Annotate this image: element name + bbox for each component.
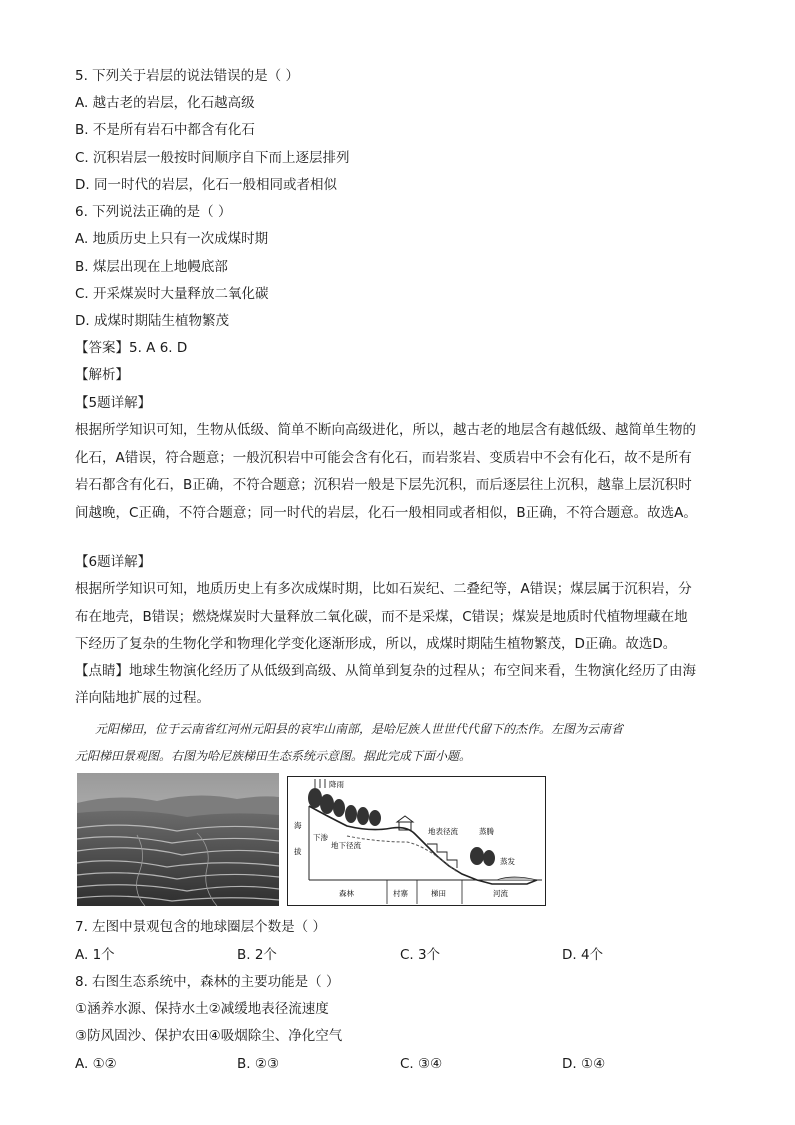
detail5-line: 化石，A错误，符合题意；一般沉积岩中可能会含有化石，而岩浆岩、变质岩中不会有化石，故不是所有	[75, 450, 692, 466]
label-rain: 降雨	[329, 780, 344, 789]
q8-statement-1: ①涵养水源、保持水土②减缓地表径流速度	[75, 1001, 329, 1017]
q8-option-d: D. ①④	[562, 1056, 606, 1072]
q8-option-c: C. ③④	[400, 1056, 443, 1072]
q6-option-b: B. 煤层出现在上地幔底部	[75, 259, 228, 275]
label-altitude-1: 海	[294, 821, 302, 830]
analysis-heading: 【解析】	[75, 367, 129, 383]
q7-option-c: C. 3个	[400, 947, 441, 963]
label-terrace: 梯田	[431, 889, 446, 898]
q7-option-b: B. 2个	[237, 947, 277, 963]
q5-option-d: D. 同一时代的岩层，化石一般相同或者相似	[75, 177, 337, 193]
q8-statement-2: ③防风固沙、保护农田④吸烟除尘、净化空气	[75, 1028, 343, 1044]
q7-option-a: A. 1个	[75, 947, 115, 963]
terrace-landscape-photo	[77, 773, 279, 906]
label-evaporation: 蒸发	[500, 857, 515, 866]
intro-line: 元阳梯田景观图。右图为哈尼族梯田生态系统示意图。据此完成下面小题。	[75, 749, 472, 763]
q7-option-d: D. 4个	[562, 947, 604, 963]
q8-stem: 8. 右图生态系统中，森林的主要功能是（ ）	[75, 974, 340, 990]
detail5-title: 【5题详解】	[75, 395, 152, 411]
answer-line: 【答案】5. A 6. D	[75, 340, 188, 356]
detail5-line: 间越晚，C正确，不符合题意；同一时代的岩层，化石一般相同或者相似，B正确，不符合题意。故选A。	[75, 505, 697, 521]
label-altitude-2: 拔	[294, 847, 302, 856]
q7-stem: 7. 左图中景观包含的地球圈层个数是（ ）	[75, 919, 326, 935]
q6-option-d: D. 成煤时期陆生植物繁茂	[75, 313, 229, 329]
q8-option-a: A. ①②	[75, 1056, 117, 1072]
label-forest: 森林	[339, 889, 354, 898]
tip-line: 【点睛】地球生物演化经历了从低级到高级、从简单到复杂的过程从；布空间来看，生物演化经历了由海	[75, 663, 696, 679]
label-surface-flow: 地表径流	[428, 827, 458, 836]
label-underground-flow: 地下径流	[331, 841, 361, 850]
tip-line: 洋向陆地扩展的过程。	[75, 690, 210, 706]
label-river: 河流	[493, 889, 508, 898]
hani-terrace-ecosystem-diagram	[287, 776, 546, 906]
q5-option-a: A. 越古老的岩层，化石越高级	[75, 95, 255, 111]
q6-option-a: A. 地质历史上只有一次成煤时期	[75, 231, 269, 247]
detail6-line: 布在地壳，B错误；燃烧煤炭时大量释放二氧化碳，而不是采煤，C错误；煤炭是地质时代植物埋藏在地	[75, 609, 688, 625]
detail5-line: 岩石都含有化石，B正确，不符合题意；沉积岩一般是下层先沉积，而后逐层往上沉积，越靠上层沉积时	[75, 477, 692, 493]
q8-option-b: B. ②③	[237, 1056, 280, 1072]
detail6-line: 根据所学知识可知，地质历史上有多次成煤时期，比如石炭纪、二叠纪等，A错误；煤层属于沉积岩，分	[75, 581, 692, 597]
detail6-title: 【6题详解】	[75, 554, 152, 570]
q5-option-b: B. 不是所有岩石中都含有化石	[75, 122, 255, 138]
label-downseep: 下渗	[313, 833, 328, 842]
label-transpiration: 蒸腾	[479, 827, 494, 836]
q5-option-c: C. 沉积岩层一般按时间顺序自下而上逐层排列	[75, 150, 350, 166]
q5-stem: 5. 下列关于岩层的说法错误的是（ ）	[75, 68, 299, 84]
q6-option-c: C. 开采煤炭时大量释放二氧化碳	[75, 286, 269, 302]
detail5-line: 根据所学知识可知，生物从低级、简单不断向高级进化，所以，越古老的地层含有越低级、越简单生物的	[75, 422, 696, 438]
detail6-line: 下经历了复杂的生物化学和物理化学变化逐渐形成，所以，成煤时期陆生植物繁茂，D正确。故选D。	[75, 636, 677, 652]
intro-line: 元阳梯田，位于云南省红河州元阳县的哀牢山南部，是哈尼族人世世代代留下的杰作。左图为云南省	[95, 722, 624, 736]
label-village: 村寨	[393, 889, 408, 898]
q6-stem: 6. 下列说法正确的是（ ）	[75, 204, 232, 220]
